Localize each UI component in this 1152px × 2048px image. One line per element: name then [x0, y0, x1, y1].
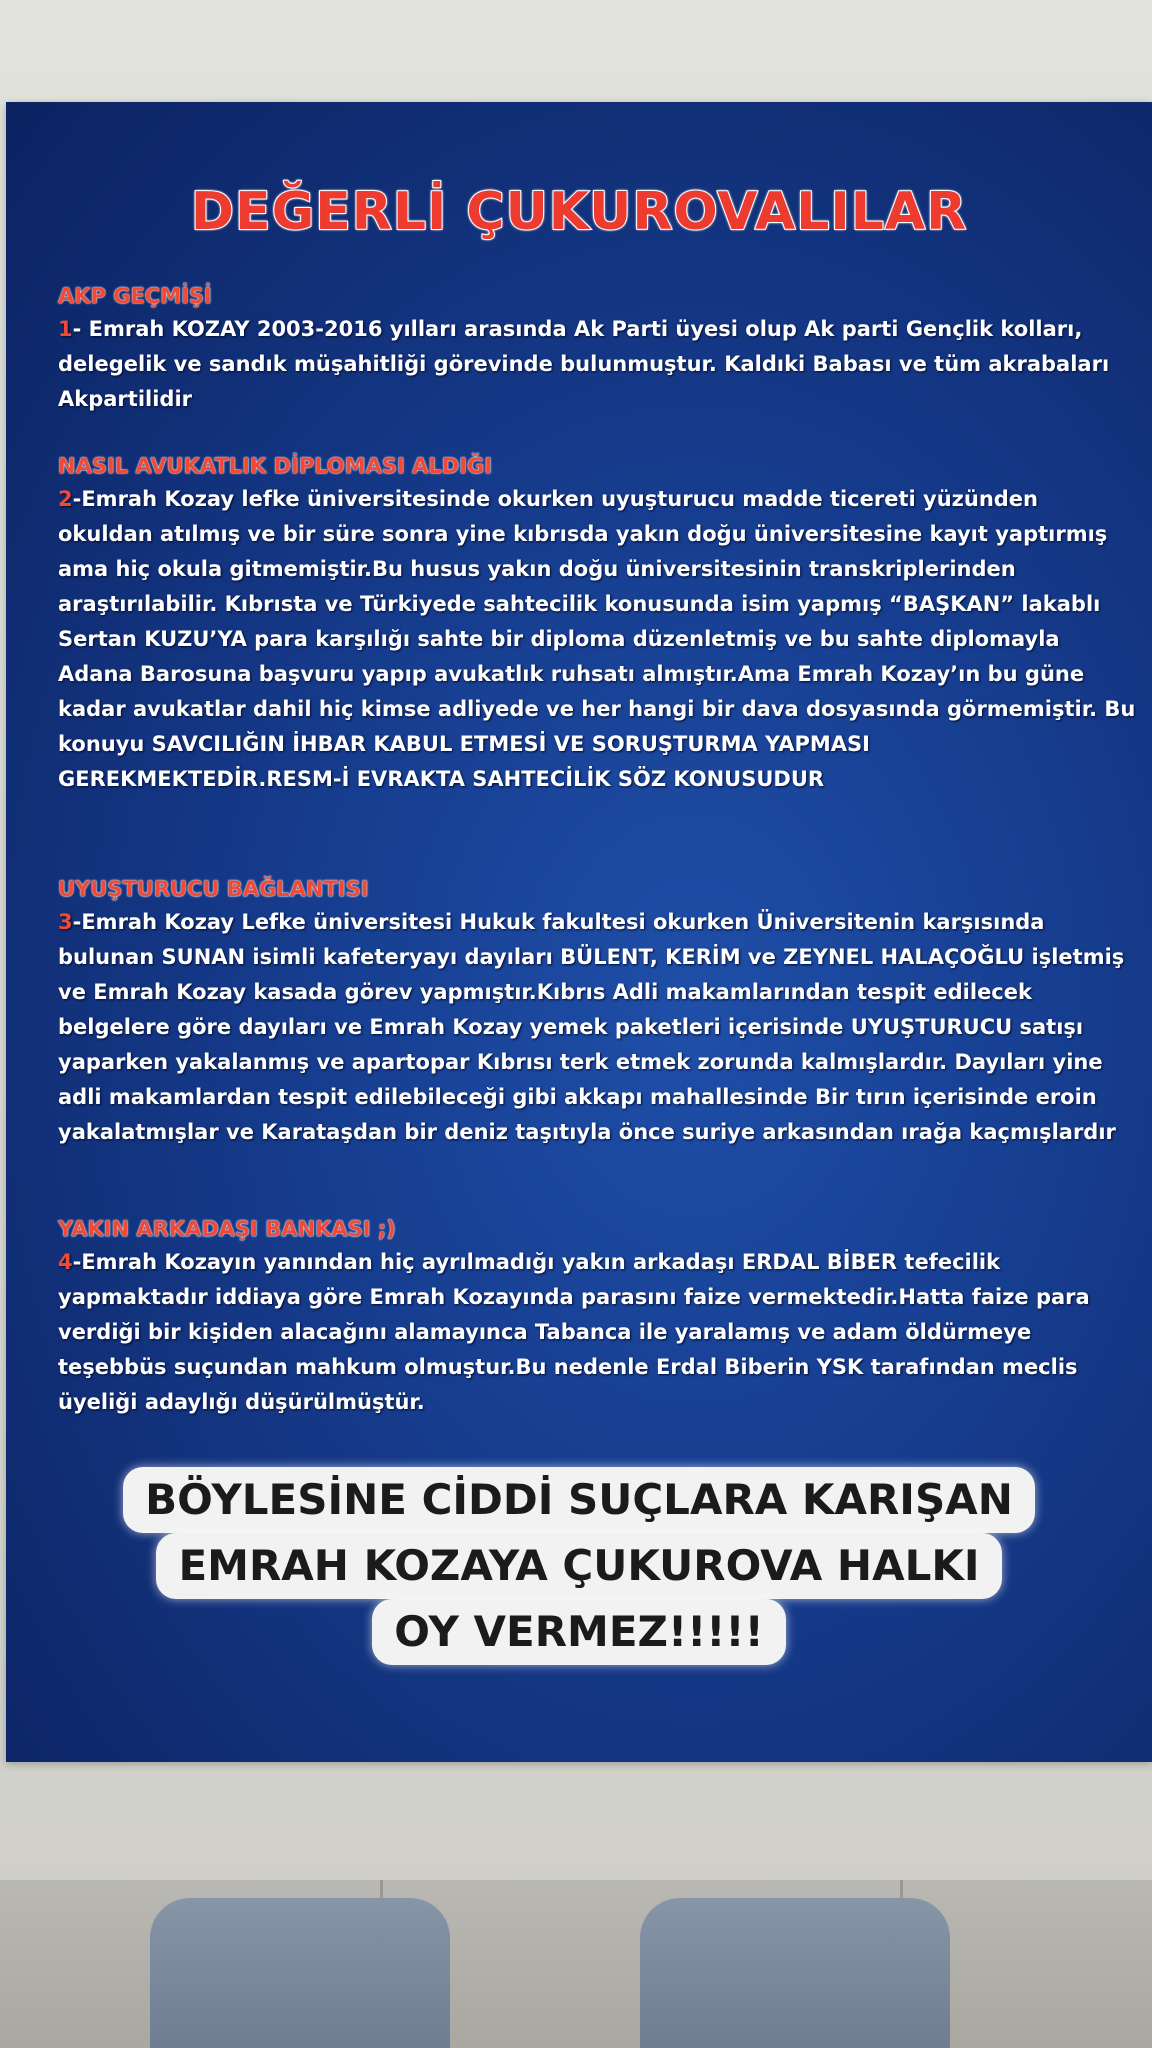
callout-line: EMRAH KOZAYA ÇUKUROVA HALKI	[156, 1533, 1001, 1599]
section-text: - Emrah KOZAY 2003-2016 yılları arasında Ak Parti üyesi olup Ak parti Gençlik kolları, delegelik ve sandık müşahitliği görevinde bulunmuştur. Kaldıki Babası ve tüm akrabaları Akpartilidir	[58, 317, 1110, 411]
section-number: 4	[58, 1250, 73, 1274]
right-leg	[640, 1898, 950, 2048]
section-heading: NASIL AVUKATLIK DİPLOMASI ALDIĞI	[58, 454, 493, 478]
section-text: -Emrah Kozay Lefke üniversitesi Hukuk fakultesi okurken Üniversitenin karşısında bulunan SUNAN isimli kafeteryayı dayıları BÜLENT, KERİM ve ZEYNEL HALAÇOĞLU işletmiş ve Emrah Kozay kasada görev yapmıştır.Kıbrıs Adli makamlarından tespit edilecek belgelere göre dayıları ve Emrah Kozay yemek paketleri içerisinde UYUŞTURUCU satışı yaparken yakalanmış ve apartopar Kıbrısı terk etmek zorunda kalmışlardır. Dayıları yine adli makamlardan tespit edilebileceği gibi akkapı mahallesinde Bir tırın içerisinde eroin yakalatmışlar ve Karataşdan bir deniz taşıtıyla önce suriye arkasından ırağa kaçmışlardır	[58, 910, 1125, 1144]
section-text: -Emrah Kozayın yanından hiç ayrılmadığı yakın arkadaşı ERDAL BİBER tefecilik yapmaktadır iddiaya göre Emrah Kozayında parasını faize vermektedir.Hatta faize para verdiği bir kişiden alacağını alamayınca Tabanca ile yaralamış ve adam öldürmeye teşebbüs suçundan mahkum olmuştur.Bu nedenle Erdal Biberin YSK tarafından meclis üyeliği adaylığı düşürülmüştür.	[58, 1250, 1090, 1414]
section-heading: AKP GEÇMİŞİ	[58, 284, 212, 308]
section-akp-history	[58, 284, 1138, 417]
section-text: -Emrah Kozay lefke üniversitesinde okurken uyuşturucu madde ticereti yüzünden okuldan atılmış ve bir süre sonra yine kıbrısda yakın doğu üniversitesine kayıt yaptırmış ama hiç okula gitmemiştir.Bu husus yakın doğu üniversitesinin transkriplerinden araştırılabilir. Kıbrısta ve Türkiyede sahtecilik konusunda isim yapmış “BAŞKAN” lakablı Sertan KUZU’YA para karşılığı sahte bir diploma düzenletmiş ve bu sahte diplomayla Adana Barosuna başvuru yapıp avukatlık ruhsatı almıştır.Ama Emrah Kozay’ın bu güne kadar avukatlar dahil hiç kimse adliyede ve her hangi bir dava dosyasında görmemiştir. Bu konuyu SAVCILIĞIN İHBAR KABUL ETMESİ VE SORUŞTURMA YAPMASI GEREKMEKTEDİR.RESM-İ EVRAKTA SAHTECİLİK SÖZ KONUSUDUR	[58, 487, 1136, 791]
callout-box	[6, 1467, 1152, 1665]
callout-line: OY VERMEZ!!!!!	[372, 1599, 786, 1665]
poster-title: DEĞERLİ ÇUKUROVALILAR	[190, 182, 968, 242]
section-drugs	[58, 877, 1138, 1150]
callout-line: BÖYLESİNE CİDDİ SUÇLARA KARIŞAN	[123, 1467, 1035, 1533]
section-number: 3	[58, 910, 73, 934]
left-leg	[150, 1898, 450, 2048]
section-diploma	[58, 454, 1138, 797]
section-body	[58, 1245, 1138, 1420]
section-heading: YAKIN ARKADAŞI BANKASI ;)	[58, 1217, 396, 1241]
section-body	[58, 312, 1138, 417]
section-body	[58, 905, 1138, 1150]
section-heading: UYUŞTURUCU BAĞLANTISI	[58, 877, 369, 901]
section-body	[58, 482, 1138, 797]
section-number: 2	[58, 487, 73, 511]
poster	[6, 102, 1152, 1762]
section-friend-bank	[58, 1217, 1138, 1420]
section-number: 1	[58, 317, 73, 341]
